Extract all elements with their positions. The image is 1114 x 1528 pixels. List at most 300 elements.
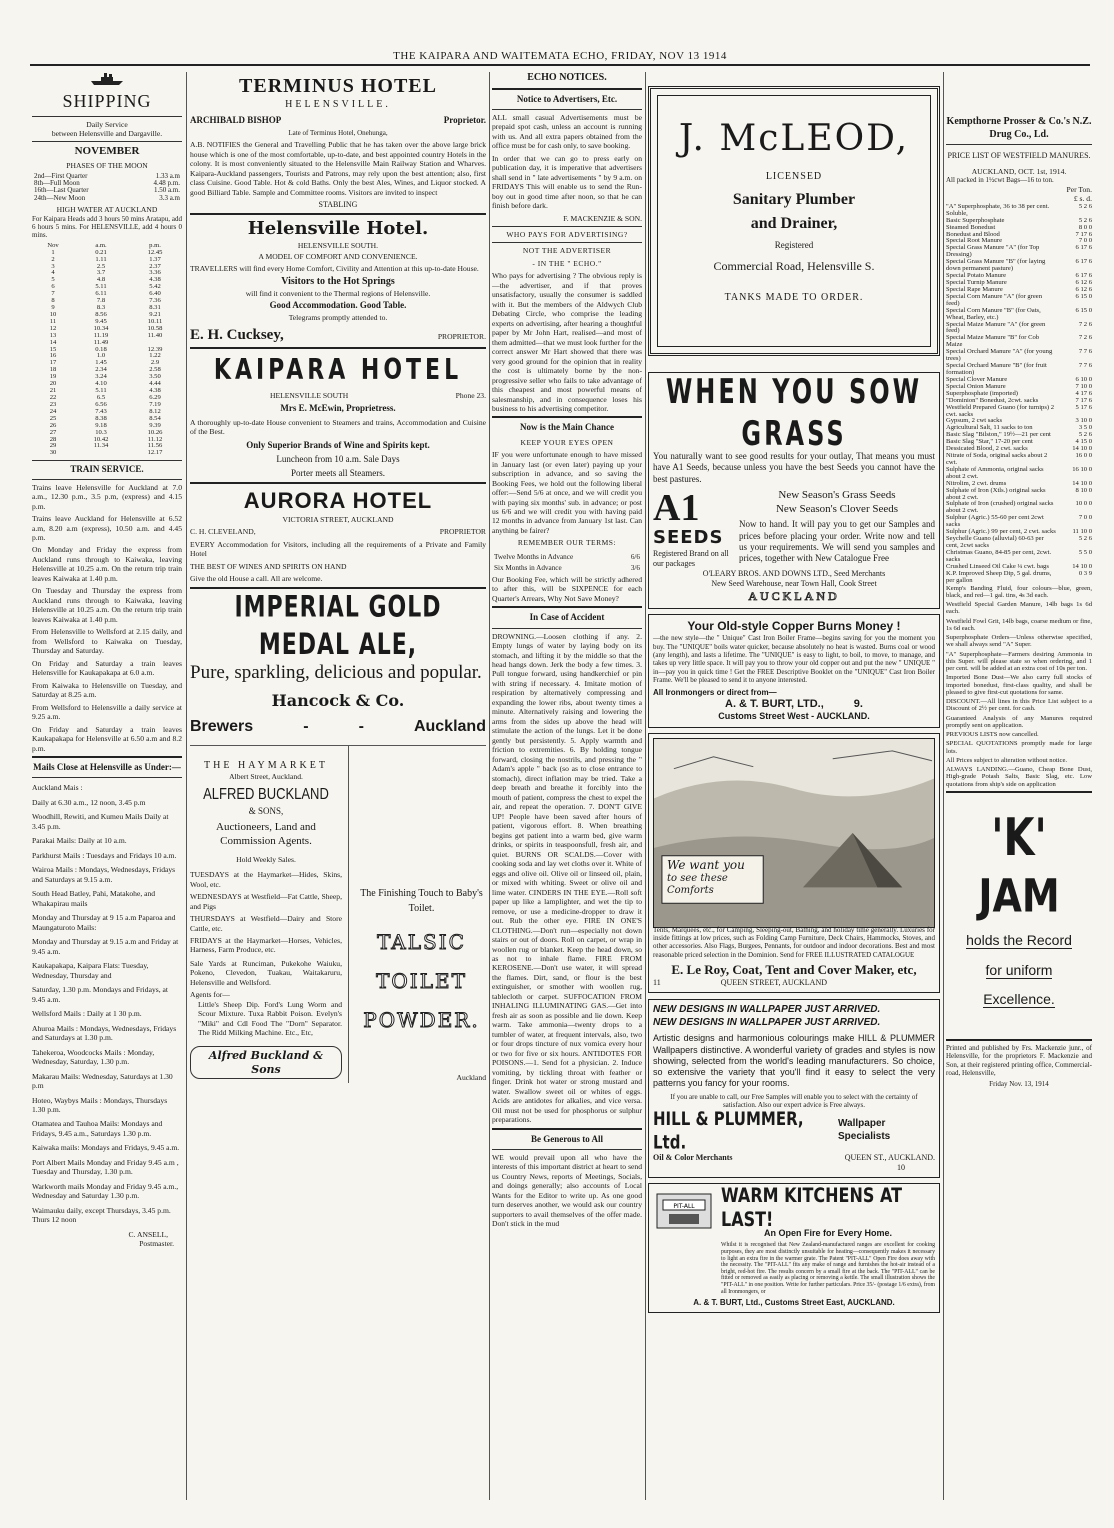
grass-warehouse: New Seed Warehouse, near Town Hall, Cook Street [711, 579, 877, 589]
burns-firm: A. & T. BURT, LTD., [725, 697, 824, 710]
mcleod-name: J. McLEOD, [678, 118, 910, 159]
notice-paragraph: In order that we can go to press early on publication day, it is imperative that advertisers shall send in " late advertisements " by 9 a.m. on FRIDAYS This will enable us to send the Run-boy out in good time after noon, so that he can finish before dark. [492, 153, 642, 211]
price-item: "Dominion" Bonedust, 2cwt. sacks [946, 396, 1039, 404]
price-amount: 6 17 6 [1075, 272, 1092, 280]
tide-cell: 2.58 [149, 366, 161, 374]
tide-cell: 9.45 [95, 317, 107, 325]
train-paragraph: On Friday and Saturday a train leaves Kaukapakapa for Helensville at 6.50 a.m and 8.2 p.m. [32, 724, 182, 753]
mcleod-ad [648, 86, 940, 356]
terminus-hotel-ad [190, 74, 486, 210]
hot-springs: Visitors to the Hot Springs [281, 276, 395, 287]
in-echo: - IN THE " ECHO." [532, 258, 602, 268]
tide-cell: 2.34 [95, 366, 107, 374]
notice-sign: F. MACKENZIE & SON. [563, 213, 642, 223]
terms-table [492, 551, 642, 575]
price-amount: 5 2 6 [1078, 202, 1092, 210]
mail-entry: Warkworth mails Monday and Friday 9.45 a.m., Wednesday and Saturday 1.30 p.m. [32, 1181, 179, 1201]
price-list-packed: All packed in 1½cwt Bags—16 to ton. [946, 176, 1054, 185]
tide-cell: 22 [49, 394, 57, 402]
manure-firm: Kempthorne Prosser & Co.'s N.Z. Drug Co., Ld. [946, 116, 1092, 140]
wallpaper-merchants: Oil & Color Merchants [653, 1152, 733, 1162]
mails-title: Mails Close at Helensville as Under:— [33, 762, 181, 773]
tide-cell: 20 [49, 380, 57, 388]
tide-cell: 30 [49, 449, 57, 457]
tide-cell: 0.21 [95, 248, 107, 256]
price-amount: 5 2 6 [1078, 431, 1092, 439]
tide-cell: 7.36 [149, 297, 161, 305]
jam-k-logo: 'K' [991, 807, 1047, 868]
price-row [946, 259, 1092, 273]
mail-entry: South Head Batley, Pahi, Matakohe, and Whakapirau mails [32, 889, 156, 908]
price-item: Special Potato Manure [946, 272, 1007, 280]
tide-cell: 3.50 [149, 373, 161, 381]
tide-cell: 5.11 [95, 283, 107, 291]
price-amount: 16 10 0 [1072, 465, 1092, 473]
grass-city: AUCKLAND [748, 589, 840, 604]
jam-line-1: holds the Record [966, 932, 1072, 949]
price-note: "A" Superphosphate—Farmers desiring Ammonia in this Super. will please state so when ordering, and 1 per cent. will be added at an extra cost of 10s per ton. [946, 650, 1092, 673]
tide-cell: 6.40 [149, 290, 161, 298]
sale-day: TUESDAYS at the Haymarket—Hides, Skins, Wool, etc. [190, 870, 342, 889]
price-item: Special Grass Manure "A" (for Top Dressing) [946, 244, 1040, 259]
tide-cell: 11.49 [93, 338, 109, 346]
tide-cell: 29 [49, 442, 57, 450]
ale-subtitle: Pure, sparkling, delicious and popular. [190, 661, 482, 683]
helensville-hotel-body: TRAVELLERS will find every Home Comfort, Civility and Attention at this up-to-date House. [190, 263, 479, 273]
tide-cell: 4 [51, 269, 55, 277]
helensville-owner: E. H. Cucksey, [190, 326, 284, 343]
grass-heading-1: New Season's Grass Seeds [778, 488, 896, 501]
kaipara-hotel-title: KAIPARA HOTEL [213, 354, 463, 388]
tide-cell: 10.3 [95, 428, 107, 436]
terminus-body: A.B. NOTIFIES the General and Travelling Public that he has taken over the above large brick house which is one of the most comfortable, up-to-date, and best appointed country Hotels in the colony. It is most conveniently situated to the Helensville Main Railway Station and Wharves. Kaipara-Auckland passengers, Tourists and Patrons, may rely upon the best attention; also, first class Cuisine. Good Table. Hot & cold Baths. Only the best Ales, Wines, and Liquor stocked. A good Billiard Table. Sample and Committee rooms. Visitors are invited to inspect [190, 140, 486, 197]
price-item: Superphosphate (imported) [946, 389, 1018, 397]
price-item: Special Maize Manure "A" (for green feed) [946, 320, 1046, 335]
jam-line-2: for uniform [985, 961, 1053, 978]
price-row [946, 488, 1092, 502]
tide-cell: 18 [49, 366, 57, 374]
price-amount: 7 0 0 [1078, 514, 1092, 522]
helensville-hotel-title: Helensville Hotel. [247, 218, 429, 240]
tide-cell: 1.37 [149, 255, 161, 263]
price-note: Guaranteed Analysis of any Manures required promptly sent on application. [946, 714, 1092, 729]
train-schedule [32, 483, 182, 754]
kaipara-hotel-place: HELENSVILLE SOUTH [270, 390, 349, 400]
moon-phases-table [32, 173, 182, 202]
tide-cell: 11.40 [147, 331, 163, 339]
tide-row [32, 450, 182, 457]
price-amount: 6 15 0 [1075, 306, 1092, 314]
price-amount: 5 5 0 [1078, 548, 1092, 556]
price-item: Special Rape Manure [946, 285, 1003, 293]
price-row [946, 453, 1092, 467]
column-advertisements [648, 72, 940, 1500]
price-item: Sulphate of Ammonia, original sacks about 2 cwt. [946, 465, 1044, 480]
price-item: Special Root Manure [946, 237, 1003, 245]
moon-phase-row [32, 195, 182, 202]
tide-cell: 1.11 [95, 255, 107, 263]
month-heading: NOVEMBER [74, 145, 140, 158]
burns-body: —the new style—the " Unique" Cast Iron Boiler Frame—begins saving for you the moment you buy. The "UNIQUE" boils water quicker, because absolutely no heat is wasted. Burns coal or wood (any length), and lasts a lifetime. The "UNIQUE" is easy to light, to boil, to move, to manage, and takes up very little space. It will pay you to throw your old copper out and put the new " UNIQUE " in—pay you in quick time ! Get the FREE Descriptive Booklet on the "UNIQUE" Cast Iron Boiler Frame. We'll be pleased to send it to anyone interested. [653, 634, 935, 685]
price-note: ALWAYS LANDING.—Guano, Cheap Bone Dust, High-grade Potash Salts, Basic Slag, etc. Low quotations from ship's side on application [946, 766, 1092, 788]
price-row [946, 550, 1092, 564]
price-list-title: PRICE LIST OF WESTFIELD MANURES. [947, 151, 1091, 160]
price-amount: 7 7 6 [1078, 362, 1092, 370]
price-item: Special Corn Manure "B" (for Oats, Wheat, Barley, etc.) [946, 306, 1041, 321]
column-hotels [190, 72, 486, 1500]
aurora-hotel-owner: C. H. CLEVELAND, [190, 527, 256, 537]
tide-header-cell: Nov [47, 241, 59, 249]
price-amount: 4 15 0 [1075, 438, 1092, 446]
tide-cell: 0.18 [95, 345, 107, 353]
tent-banner-2: to see these Comforts [667, 872, 728, 897]
moon-phase-date: 16th—Last Quarter [34, 186, 89, 195]
copper-boiler-ad [648, 614, 940, 727]
haymarket-address: Albert Street, Auckland. [229, 772, 303, 782]
price-row [946, 335, 1092, 349]
buckland-sons: & SONS, [248, 805, 284, 816]
generous-title: Be Generous to All [530, 1133, 604, 1144]
terminus-title: TERMINUS HOTEL [239, 75, 437, 97]
grass-seed-ad [648, 372, 940, 609]
price-amount: 5 2 6 [1078, 216, 1092, 224]
tide-cell: 5 [51, 276, 55, 284]
tide-cell: 4.38 [149, 276, 161, 284]
tide-cell: 11.34 [93, 442, 109, 450]
price-item: Special Corn Manure "A" (for green feed) [946, 292, 1043, 307]
moon-phase-date: 2nd—First Quarter [34, 171, 88, 180]
tide-cell: 3 [51, 262, 55, 270]
price-amount: 5 17 6 [1075, 403, 1092, 411]
tide-cell: 10.26 [147, 428, 163, 436]
who-pays-title: WHO PAYS FOR ADVERTISING? [506, 230, 628, 240]
price-row [946, 405, 1092, 419]
price-amount: 11 10 0 [1072, 528, 1092, 536]
buckland-sales [190, 870, 342, 955]
tide-header-cell: p.m. [149, 241, 161, 249]
helensville-hotel-place: HELENSVILLE SOUTH. [297, 240, 379, 250]
tide-header-cell: a.m. [95, 241, 107, 249]
column-divider [645, 72, 646, 1500]
buckland-city: Auckland [456, 1073, 486, 1083]
tide-cell: 21 [49, 387, 57, 395]
price-row [946, 245, 1092, 259]
terminus-late: Late of Terminus Hotel, Onehunga, [288, 128, 388, 137]
mail-entry: Kaiwaka mails: Mondays and Fridays, 9.45 a.m. [32, 1143, 180, 1153]
aurora-hotel-body: EVERY Accommodation for Visitors, including all the requirements of a Private and Family Hotel [190, 539, 486, 559]
tide-cell: 6.11 [95, 290, 107, 298]
price-amount: 14 10 0 [1072, 562, 1092, 570]
moon-phases-title: PHASES OF THE MOON [66, 161, 148, 171]
burns-street: Customs Street West - AUCKLAND. [718, 711, 870, 722]
tide-cell: 11.56 [147, 442, 163, 450]
grass-title: WHEN YOU SOW GRASS [665, 372, 923, 454]
mcleod-trade-2: and Drainer, [750, 214, 838, 232]
wallpaper-note: If you are unable to call, our Free Samples will enable you to select with the certainty of satisfaction. Also our expert advice is Free always. [670, 1092, 918, 1110]
term-row [494, 553, 640, 562]
tide-cell: 8.31 [149, 304, 161, 312]
price-item: Nitrolim, 2 cwt. drums [946, 479, 1007, 487]
ale-ad: IMPERIAL GOLD MEDAL ALE, Pure, sparkling, delicious and popular. Hancock & Co. Brewers - - Auckland [190, 590, 486, 735]
tent-body: Tents, Marquees, etc., for Camping, Sleeping-out, Bathing, and holiday time generally. Luxuries for inside fittings at low prices, such as Folding Camp Furniture, Deck Chairs, Hammocks, Stoves, and other accessories. Also Flags, Burgees, Pennants, for outdoor and indoor decorations. Best and most reasonable priced selection in the Dominion. Send for FREE ILLUSTRATED CATALOGUE [653, 925, 935, 959]
moon-phase-time: 3.3 a.m [159, 193, 180, 202]
price-item: K.P. Improved Sheep Dip, 5 gal. drums, per gallon [946, 569, 1052, 584]
price-note: Superphosphate Orders—Unless otherwise specified, we shall always send "A" Super. [946, 634, 1092, 649]
tide-cell: 12.17 [147, 449, 163, 457]
buckland-signature: Alfred Buckland & Sons [190, 1046, 342, 1080]
warm-title: WARM KITCHENS AT LAST! [721, 1183, 902, 1231]
price-amount: 7 7 6 [1078, 348, 1092, 356]
price-row [946, 571, 1092, 585]
price-list-per-ton: Per Ton. [1066, 184, 1092, 194]
mcleod-address: Commercial Road, Helensville S. [713, 258, 875, 273]
haymarket: THE HAYMARKET [204, 759, 328, 771]
mail-entry: Port Albert Mails Monday and Friday 9.45 a.m , Tuesday and Thursday, 1.30 p.m. [32, 1157, 179, 1177]
train-service-title: TRAIN SERVICE. [70, 464, 144, 475]
price-amount: 6 12 6 [1075, 278, 1092, 286]
notice-paragraph: ALL small casual Advertisements must be prepaid spot cash, unless an account is running with us. And all extra papers obtained from the office must be for cash only, to save booking. [492, 112, 642, 151]
accident-body: DROWNING.—Loosen clothing if any. 2. Empty lungs of water by laying body on its stomach, and lifting it by the middle so that the head hangs down. Jerk the body a few times. 3. Pull tongue forward, using handkerchief or pin with string if necessary. 4. Imitate motion of respiration by alternatively compressing and expanding the lower ribs, about twenty times a minute. Alternatively raising and lowering the arms from the sides up above the head will stimulate the action of the lungs. Let it be done gently but persistently. 5. Apply warmth and friction to extremities. 6. By holding tongue forward, closing the nostrils, and pressing the " Adam's apple " back (so as to close entrance to stomach), direct inflation may be tried. Take a deep breath and breathe it forcibly into the mouth of patient, compress the chest to expel the air, and repeat the operation. 7. DON'T GIVE UP! People have been saved after hours of patient, vigorous effort. 8. When breathing begins get patient into a warm bed, give warm drinks, or spirits in teaspoonsfull, fresh air, and quiet. BURNS OR SCALDS.—Cover with cooking soda and lay wet cloths over it. White of eggs and olive oil. Olive oil or linseed oil, plain, or mixed with whiting. Sweet or olive oil and lime water. CINDERS IN THE EYE.—Roll soft paper up like a lamplighter, and wet the tip to remove, or use a medicine-dropper to draw it out. Rub the other eye. FIRE IN ONE'S CLOTHING.—Don't run—especially not down stairs or out of doors. Roll on carpet, or wrap in woollen rug or blanket. Keep the head down, so as not to inhale flame. FIRE FROM KEROSENE.—Don't use water, it will spread the flames. Dirt, sand, or flour is the best extinguisher, or smother with woollen rug, tablecloth or carpet. SUFFOCATION FROM INHALING ILLUMINATING GAS.—Get into fresh air as soon as possible and lie down. Keep warm. Take ammonia—twenty drops to a tumbler of water, at frequent intervals, also, two or four drops tincture of nux vomica every hour or two for five or six hours. ANTIDOTES FOR POISONS.—1. Send fot a physician. 2. Induce vomiting, by tickling throat with feather or finger. Drink hot water or strong mustard and water. Swallow sweet oil or whites of eggs. Acids are antidotes for alkalies, and vice versa. Oil must not be used for phosphorus or sulphur preparations. [492, 631, 642, 1125]
moon-phase-time: 4.48 p.m. [153, 179, 180, 188]
ale-maker: Hancock & Co. [271, 690, 405, 710]
tide-cell: 1 [51, 248, 55, 256]
tide-cell: 4.38 [149, 387, 161, 395]
sale-day: THURSDAYS at Westfield—Dairy and Store Cattle, etc. [190, 914, 342, 933]
helensville-owner-role: PROPRIETOR. [437, 331, 486, 341]
terminus-owner: ARCHIBALD BISHOP [190, 114, 282, 125]
price-item: Sulphate of Iron (crushed) original sacks about 2 cwt. [946, 500, 1054, 515]
price-amount: 6 17 6 [1075, 258, 1092, 266]
tent-num: 11 [653, 978, 661, 988]
buckland-weekly: Hold Weekly Sales. [236, 854, 296, 864]
price-row [946, 363, 1092, 377]
price-row [946, 308, 1092, 322]
masthead-rule [30, 64, 1090, 66]
grass-firm: O'LEARY BROS. AND DOWNS LTD., Seed Merchants [702, 569, 886, 579]
sale-day: WEDNESDAYS at Westfield—Fat Cattle, Sheep, and Pigs [190, 892, 342, 911]
column-manures [946, 72, 1092, 1500]
mail-entry: Saturday, 1.30 p.m. Mondays and Fridays, at 9.45 a.m. [32, 985, 168, 1004]
tide-cell: 23 [49, 400, 57, 408]
tide-cell: 10.34 [93, 324, 109, 332]
tide-cell: 11.19 [93, 331, 109, 339]
column-shipping [32, 72, 182, 1500]
tide-cell: 8.3 [96, 304, 106, 312]
tide-cell: 10.42 [93, 435, 109, 443]
daily-service: Daily Service [86, 119, 128, 129]
stove-icon [653, 1188, 715, 1234]
mail-entry: Otamatea and Tauhoa Mails: Mondays and Fridays, 9.45 a.m., Saturdays 1.30 p.m. [32, 1119, 163, 1138]
price-item: Special Turnip Manure [946, 278, 1007, 286]
price-note: DISCOUNT.—All lines in this Price List subject to a Discount of 2½ per cent. for cash. [946, 698, 1092, 713]
mail-entry: Woodhill, Rewiti, and Kumeu Mails Daily at 3.45 p.m. [32, 812, 169, 831]
tide-cell: 1.22 [149, 352, 161, 360]
grass-intro: You naturally want to see good results for your outlay, That means you must have A1 Seeds, because unless you have the best Seeds you cannot have the best pastures. [653, 451, 935, 484]
price-item: Seychelle Guano (alluvial) 60-63 per cent, 2cwt sacks [946, 535, 1044, 550]
price-item: Special Maize Manure "B" for Cob Maize [946, 334, 1040, 349]
buckland-name: ALFRED BUCKLAND [203, 783, 329, 802]
price-amount: 7 2 6 [1078, 334, 1092, 342]
price-item: Special Clover Manure [946, 375, 1008, 383]
notice-title: Notice to Advertisers, Etc. [516, 93, 618, 104]
aurora-hotel-owner-role: PROPRIETOR [439, 527, 486, 537]
price-note: Kemp's Banding Fluid, four colours—blue, green, black, and red—1 gal. tins, 4s 3d each. [946, 584, 1092, 599]
term-row [494, 564, 640, 573]
price-row [946, 515, 1092, 529]
tide-cell: 8.56 [95, 310, 107, 318]
talc-word-3: POWDER. [363, 1007, 480, 1032]
tide-cell: 12 [49, 324, 57, 332]
accident-title: In Case of Accident [529, 612, 605, 623]
mcleod-tanks: TANKS MADE TO ORDER. [724, 291, 864, 303]
imprint-date: Friday Nov. 13, 1914 [989, 1080, 1049, 1089]
tide-cell: 3.36 [149, 269, 161, 277]
tide-cell: 9 [51, 304, 55, 312]
warm-kitchens-ad [648, 1183, 940, 1314]
tent-street: QUEEN STREET, AUCKLAND [720, 978, 827, 988]
postmaster-title: Postmaster. [139, 1239, 174, 1249]
price-item: Crushed Linseed Oil Cake ¼ cwt. bags [946, 562, 1049, 570]
price-row [946, 294, 1092, 308]
tide-cell: 6 [51, 283, 55, 291]
a1-seeds: SEEDS [653, 526, 724, 548]
moon-phase-date: 24th—New Moon [34, 193, 86, 202]
terminus-stabling: STABLING [318, 200, 358, 210]
price-notes [946, 585, 1092, 788]
helensville-table: Good Accommodation. Good Table. [269, 299, 407, 310]
ale-brewers: Brewers [190, 717, 254, 735]
price-item: Special Onion Manure [946, 382, 1006, 390]
price-item: Special Orchard Manure "B" (for fruit formation) [946, 362, 1047, 376]
price-item: Agricultural Salt, 11 sacks to ton [946, 424, 1033, 432]
buckland-agent-items: Little's Sheep Dip. Ford's Lung Worm and Scour Mixture. Tuxa Rabbit Poison. Evelyn's "Miki" and Cdl Food The "Dorn" Separator. The Ridd Milking Machine. Etc., Etc, [198, 999, 342, 1038]
mail-schedule [32, 783, 182, 1224]
column-divider [186, 72, 187, 1500]
remember-terms: REMEMBER OUR TERMS: [517, 538, 617, 548]
price-item: "A" Superphosphate, 36 to 38 per cent. Soluble, [946, 202, 1050, 217]
tide-cell: 11 [49, 317, 57, 325]
imprint: Printed and published by Frs. Mackenzie junr., of Helensville, for the proprietors F. Mackenzie and Son, at their registered printing office, Commercial-road, Helensville, [946, 1043, 1092, 1077]
tide-cell: 4.8 [96, 276, 106, 284]
tide-cell: 12.45 [147, 248, 163, 256]
price-amount: 14 10 0 [1072, 445, 1092, 453]
tent-ad [648, 733, 940, 994]
train-paragraph: Trains leave Auckland for Helensville at 6.52 a.m, 8.20 a.m (express), 10.50 a.m. and 4.45 p.m. [32, 514, 182, 542]
tide-cell [74, 450, 128, 457]
tide-cell: 26 [49, 421, 57, 429]
tide-cell: 6.29 [149, 394, 161, 402]
price-list-units: £ s. d. [1073, 194, 1092, 204]
terminus-owner-role: Proprietor. [443, 114, 486, 125]
mail-entry: Makarau Mails: Wednesday, Saturdays at 1.30 p.m [32, 1071, 173, 1091]
tide-cell: 2.37 [149, 262, 161, 270]
sale-day: FRIDAYS at the Haymarket—Horses, Vehicles, Harness, Farm Produce, etc. [190, 936, 342, 955]
shipping-title: SHIPPING [62, 91, 152, 111]
price-amount: 7 0 0 [1078, 237, 1092, 245]
price-row [946, 536, 1092, 550]
tide-cell: 14 [49, 338, 57, 346]
grass-heading-2: New Season's Clover Seeds [775, 502, 899, 515]
price-amount: 16 0 0 [1075, 452, 1092, 460]
mail-entry: Kaukapakapa, Kaipara Flats: Tuesday, Wednesday, Thursday and [32, 961, 149, 980]
moon-phase-time: 1.50 a.m. [153, 186, 180, 195]
burns-num: 9. [853, 697, 863, 710]
tide-cell: 17 [49, 359, 57, 367]
price-amount: 6 10 0 [1075, 375, 1092, 383]
moon-phase-time: 1.33 a.m [155, 171, 180, 180]
wallpaper-body: Artistic designs and harmonious colourings make HILL & PLUMMER Wallpapers distinctive. A wonderful variety of grades and styles is now showing, selected from the world's leading manufacturers. So choice, so extensive the variety that you'll find it easy to select the very patterns you fancy for your rooms. [653, 1033, 935, 1089]
column-divider [943, 72, 944, 1500]
price-note: All Prices subject to alteration without notice. [946, 756, 1068, 764]
price-item: Nitrate of Soda, original sacks about 2 cwt. [946, 452, 1048, 466]
price-amount: 3 10 0 [1075, 417, 1092, 425]
price-amount: 8 0 0 [1078, 223, 1092, 231]
wallpaper-ad [648, 999, 940, 1178]
kaipara-hotel-owner: Mrs E. McEwin, Proprietress. [280, 403, 396, 414]
price-amount: 7 10 0 [1075, 382, 1092, 390]
price-item: Steamed Bonedust [946, 223, 996, 231]
tide-cell: 8 [51, 297, 55, 305]
high-water-title: HIGH WATER AT AUCKLAND [56, 205, 158, 215]
train-paragraph: From Wellsford to Helensville a daily service at 9.25 a.m. [32, 702, 182, 722]
tide-cell: 4.44 [149, 380, 161, 388]
mail-entry: Wellsford Mails : Daily at 1 30 p.m. [32, 1009, 142, 1019]
train-paragraph: From Helensville to Wellsford at 2.15 daily, and from Wellsford to Kaiwaka on Tuesday, Thursday and Saturday. [32, 627, 182, 656]
term-label: Twelve Months in Advance [494, 552, 574, 561]
tide-cell: 10 [49, 310, 57, 318]
tent-maker: E. Le Roy, Coat, Tent and Cover Maker, etc, [671, 962, 917, 978]
tide-cell: 10.58 [147, 324, 163, 332]
column-notices [492, 72, 642, 1500]
tide-cell: 7.19 [149, 400, 161, 408]
aurora-hotel-address: VICTORIA STREET, AUCKLAND [282, 514, 394, 524]
grass-body: Now to hand. It will pay you to get our Samples and prices before placing your order. Write now and tell us your requirements. We will send you samples and prices, together with New Catalogue Free [739, 519, 935, 563]
price-amount: 14 10 0 [1072, 479, 1092, 487]
column-divider [489, 72, 490, 1500]
price-item: Sulphur (Agric.) 55-60 per cent 2cwt sacks [946, 514, 1044, 529]
booking-fee: Our Booking Fee, which will be strictly adhered to after this, will be SIXPENCE for each Quarter's Arrears, Why Not Save Money? [492, 574, 642, 603]
price-amount: 8 10 0 [1075, 486, 1092, 494]
price-item: Special Grass Manure "B" (for laying down permanent pasture) [946, 258, 1046, 273]
tide-cell: 7.43 [95, 407, 107, 415]
aurora-hotel-call: Give the old House a call. All are welcome. [190, 574, 323, 584]
jam-line-3: Excellence. [983, 991, 1055, 1008]
talc-word-1: TALSIC [377, 929, 466, 954]
price-note: PREVIOUS LISTS now cancelled. [946, 731, 1039, 739]
jam-title: JAM [978, 869, 1060, 923]
tide-cell: 7.8 [96, 297, 106, 305]
price-item: Basic Slag "Bilston," 19½—21 per cent [946, 431, 1051, 439]
high-water-note: For Kaipara Heads add 3 hours 50 mins Aratapu, add 6 hours 5 mins. For HELENSVILLE, add 4 hours 0 mins. [32, 214, 182, 240]
mail-entry: Parakai Mails: Daily at 10 a.m. [32, 836, 127, 846]
tide-cell: 13 [49, 331, 57, 339]
keep-eyes-open: KEEP YOUR EYES OPEN [520, 437, 614, 447]
term-price: 3/6 [630, 563, 640, 572]
wallpaper-num: 10 [897, 1162, 905, 1172]
tide-cell: 11.12 [147, 435, 163, 443]
kaipara-hotel-ad [190, 354, 486, 479]
talc-finish: The Finishing Touch to Baby's Toilet. [360, 887, 483, 914]
aurora-hotel-title: AURORA HOTEL [243, 488, 433, 514]
price-item: Sulphate of Iron (Xtls.) original sacks about 2 cwt. [946, 486, 1046, 501]
price-item: Special Orchard Manure "A" (for young trees) [946, 348, 1053, 363]
tide-cell: 19 [49, 373, 57, 381]
tide-cell: 9.21 [149, 310, 161, 318]
main-chance-title: Now is the Main Chance [520, 422, 614, 433]
who-pays-body: Who pays for advertising ? The obvious reply is—the advertiser, and if that proves unsatisfactory, usually the consumer is saddled with it. But the members of the Aldwych Club Debating Circle, who comprise the leading experts on advertising, after hearing a thoughtful paper by Mr John Hart, realised—and most of them admitted—that we must look further for the correct answer Mr Hart showed that there was very good ground for the opinion that in reality the cost is ultimately borne by the non-progressive seller who fails to take advantage of this cheapest and most powerful means of salesmanship, and in consequence loses his business to his advertising competitor. [492, 271, 642, 413]
talc-ad [348, 746, 486, 1084]
price-row [946, 204, 1092, 218]
